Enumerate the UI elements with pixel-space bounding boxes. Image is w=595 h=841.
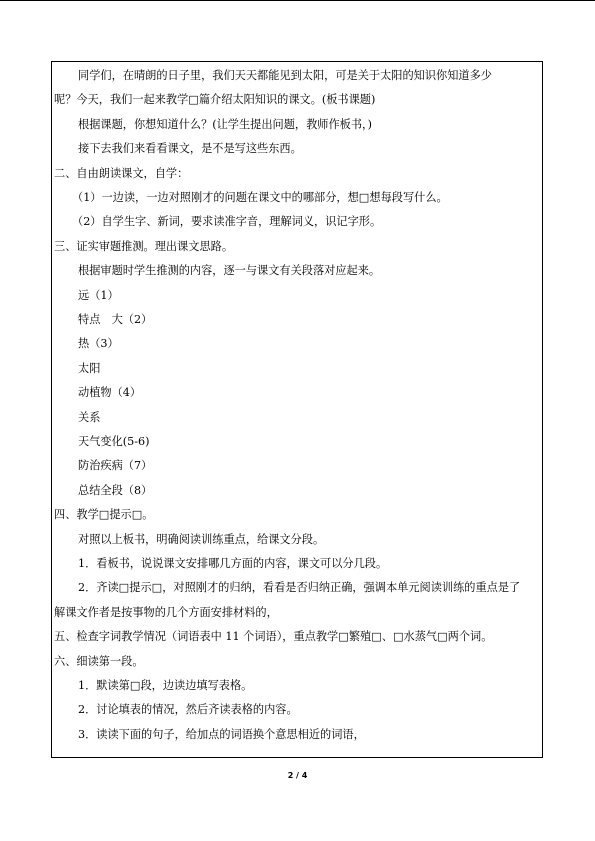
text-line: 关系 <box>78 410 101 424</box>
text-line: 热（3） <box>78 337 119 351</box>
text-line: 1．默读第□段，边读边填写表格。 <box>78 679 253 692</box>
text-line: （1）一边读，一边对照刚才的问题在课文中的哪部分，想□想每段写什么。 <box>72 191 448 204</box>
text-line: 远（1） <box>78 288 119 302</box>
text-line: 天气变化(5-6) <box>78 435 150 448</box>
text-line: 接下去我们来看看课文，是不是写这些东西。 <box>78 142 302 156</box>
text-line: 呢？今天，我们一起来教学□篇介绍太阳知识的课文。(板书课题) <box>54 93 376 107</box>
text-line: 总结全段（8） <box>78 483 153 497</box>
text-line: 六、细读第一段。 <box>54 654 144 668</box>
text-line: 特点 大（2） <box>78 313 153 326</box>
text-line: 动植物（4） <box>78 386 142 400</box>
text-line: 三、证实审题推测。理出课文思路。 <box>54 239 234 253</box>
text-line: （2）自学生字、新词，要求读准字音，理解词义，识记字形。 <box>72 215 382 229</box>
text-line: 四、教学□提示□。 <box>54 508 154 522</box>
text-line: 太阳 <box>78 361 101 375</box>
text-line: 2．讨论填表的情况，然后齐读表格的内容。 <box>78 703 298 717</box>
text-line: 防治疾病（7） <box>78 459 153 473</box>
page-number: 2 / 4 <box>287 771 308 780</box>
text-line: 根据课题，你想知道什么？(让学生提出问题，教师作板书，) <box>78 117 373 131</box>
text-line: 同学们，在晴朗的日子里，我们天天都能见到太阳，可是关于太阳的知识你知道多少 <box>78 69 492 82</box>
text-line: 根据审题时学生推测的内容，逐一与课文有关段落对应起来。 <box>78 264 381 278</box>
text-line: 五、检查字词教学情况（词语表中 11 个词语），重点教学□繁殖□、□水蒸气□两个词。 <box>54 630 493 644</box>
text-line: 解课文作者是按事物的几个方面安排材料的， <box>54 605 278 619</box>
text-line: 对照以上板书，明确阅读训练重点，给课文分段。 <box>78 532 325 546</box>
text-line: 二、自由朗读课文，自学： <box>54 166 189 180</box>
text-line: 2．齐读□提示□，对照刚才的归纳，看看是否归纳正确，强调本单元阅读训练的重点是了 <box>78 581 521 595</box>
text-line: 3．读读下面的句子，给加点的词语换个意思相近的词语， <box>78 727 365 741</box>
top-rule <box>0 0 595 1</box>
text-line: 1．看板书，说说课文安排哪几方面的内容，课文可以分几段。 <box>78 557 388 570</box>
